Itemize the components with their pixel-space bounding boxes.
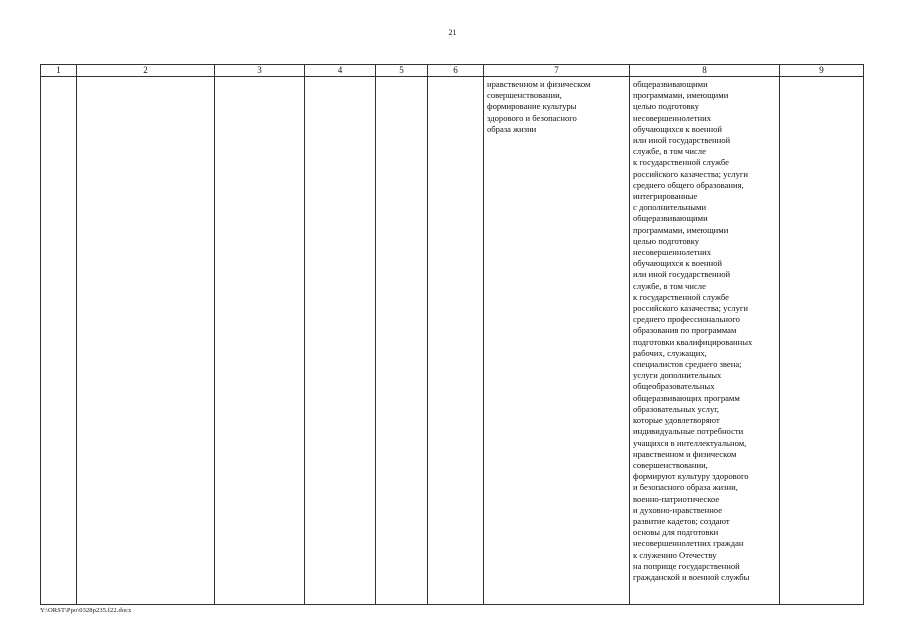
- text-line: образовательных услуг,: [633, 403, 719, 414]
- text-line: и безопасного образа жизни,: [633, 482, 738, 493]
- text-line: интегрированные: [633, 191, 698, 202]
- text-line: среднего общего образования,: [633, 179, 744, 190]
- text-line: основы для подготовки: [633, 527, 719, 538]
- cell-col-8: [630, 77, 780, 605]
- text-line: гражданской и военной службы: [633, 571, 750, 582]
- text-line: совершенствовании,: [487, 90, 562, 101]
- column-header-6: 6: [428, 65, 484, 77]
- cell-col-3: [215, 77, 305, 605]
- cell-col-5: [376, 77, 428, 605]
- text-line: образа жизни: [487, 123, 537, 134]
- text-line: несовершеннолетних: [633, 247, 712, 258]
- column-header-5: 5: [376, 65, 428, 77]
- text-line: с дополнительными: [633, 202, 707, 213]
- text-line: развитие кадетов; создают: [633, 515, 730, 526]
- text-line: совершенствовании,: [633, 459, 708, 470]
- column-header-1: 1: [41, 65, 77, 77]
- text-line: общеразвивающих программ: [633, 392, 740, 403]
- column-header-9: 9: [780, 65, 864, 77]
- text-line: несовершеннолетних: [633, 112, 712, 123]
- col8-text: [630, 77, 779, 583]
- text-line: обучающихся к военной: [633, 258, 723, 269]
- text-line: целью подготовку: [633, 101, 700, 112]
- column-header-3: 3: [215, 65, 305, 77]
- page-number: 21: [448, 28, 457, 37]
- cell-col-6: [428, 77, 484, 605]
- cell-col-9: [780, 77, 864, 605]
- text-line: индивидуальные потребности: [633, 426, 744, 437]
- text-line: российского казачества; услуги: [633, 168, 748, 179]
- text-line: формирование культуры: [487, 101, 577, 112]
- text-line: службе, в том числе: [633, 146, 706, 157]
- text-line: службе, в том числе: [633, 280, 706, 291]
- text-line: несовершеннолетних граждан: [633, 538, 744, 549]
- text-line: учащихся в интеллектуальном,: [633, 437, 747, 448]
- text-line: программами, имеющими: [633, 90, 729, 101]
- column-header-2: 2: [77, 65, 215, 77]
- text-line: к служению Отечеству: [633, 549, 717, 560]
- cell-col-1: [41, 77, 77, 605]
- text-line: среднего профессионального: [633, 314, 740, 325]
- document-table: [40, 64, 864, 605]
- text-line: нравственном и физическом: [633, 448, 737, 459]
- text-line: целью подготовку: [633, 235, 700, 246]
- footer-file-path: Y:\ORST\Ppo\0328p235.f22.docx: [40, 607, 132, 614]
- text-line: или иной государственной: [633, 135, 731, 146]
- text-line: специалистов среднего звена;: [633, 359, 742, 370]
- col7-text: [484, 77, 629, 135]
- text-line: подготовки квалифицированных: [633, 336, 753, 347]
- header-row: [41, 65, 864, 77]
- text-line: к государственной службе: [633, 291, 729, 302]
- text-line: услуги дополнительных: [633, 370, 722, 381]
- column-header-4: 4: [305, 65, 376, 77]
- text-line: общеразвивающими: [633, 213, 708, 224]
- column-header-7: 7: [484, 65, 630, 77]
- table-row: [41, 77, 864, 605]
- text-line: на поприще государственной: [633, 560, 740, 571]
- text-line: общеобразовательных: [633, 381, 715, 392]
- text-line: образования по программам: [633, 325, 737, 336]
- cell-col-2: [77, 77, 215, 605]
- text-line: к государственной службе: [633, 157, 729, 168]
- text-line: нравственном и физическом: [487, 79, 591, 89]
- text-line: или иной государственной: [633, 269, 731, 280]
- text-line: российского казачества; услуги: [633, 303, 748, 314]
- text-line: рабочих, служащих,: [633, 347, 707, 358]
- text-line: военно-патриотическое: [633, 493, 720, 504]
- text-line: и духовно-нравственное: [633, 504, 723, 515]
- text-line: общеразвивающими: [633, 79, 708, 89]
- text-line: обучающихся к военной: [633, 123, 723, 134]
- text-line: здорового и безопасного: [487, 112, 577, 123]
- text-line: программами, имеющими: [633, 224, 729, 235]
- text-line: которые удовлетворяют: [633, 415, 720, 426]
- column-header-8: 8: [630, 65, 780, 77]
- text-line: формируют культуру здорового: [633, 471, 749, 482]
- cell-col-7: [484, 77, 630, 605]
- cell-col-4: [305, 77, 376, 605]
